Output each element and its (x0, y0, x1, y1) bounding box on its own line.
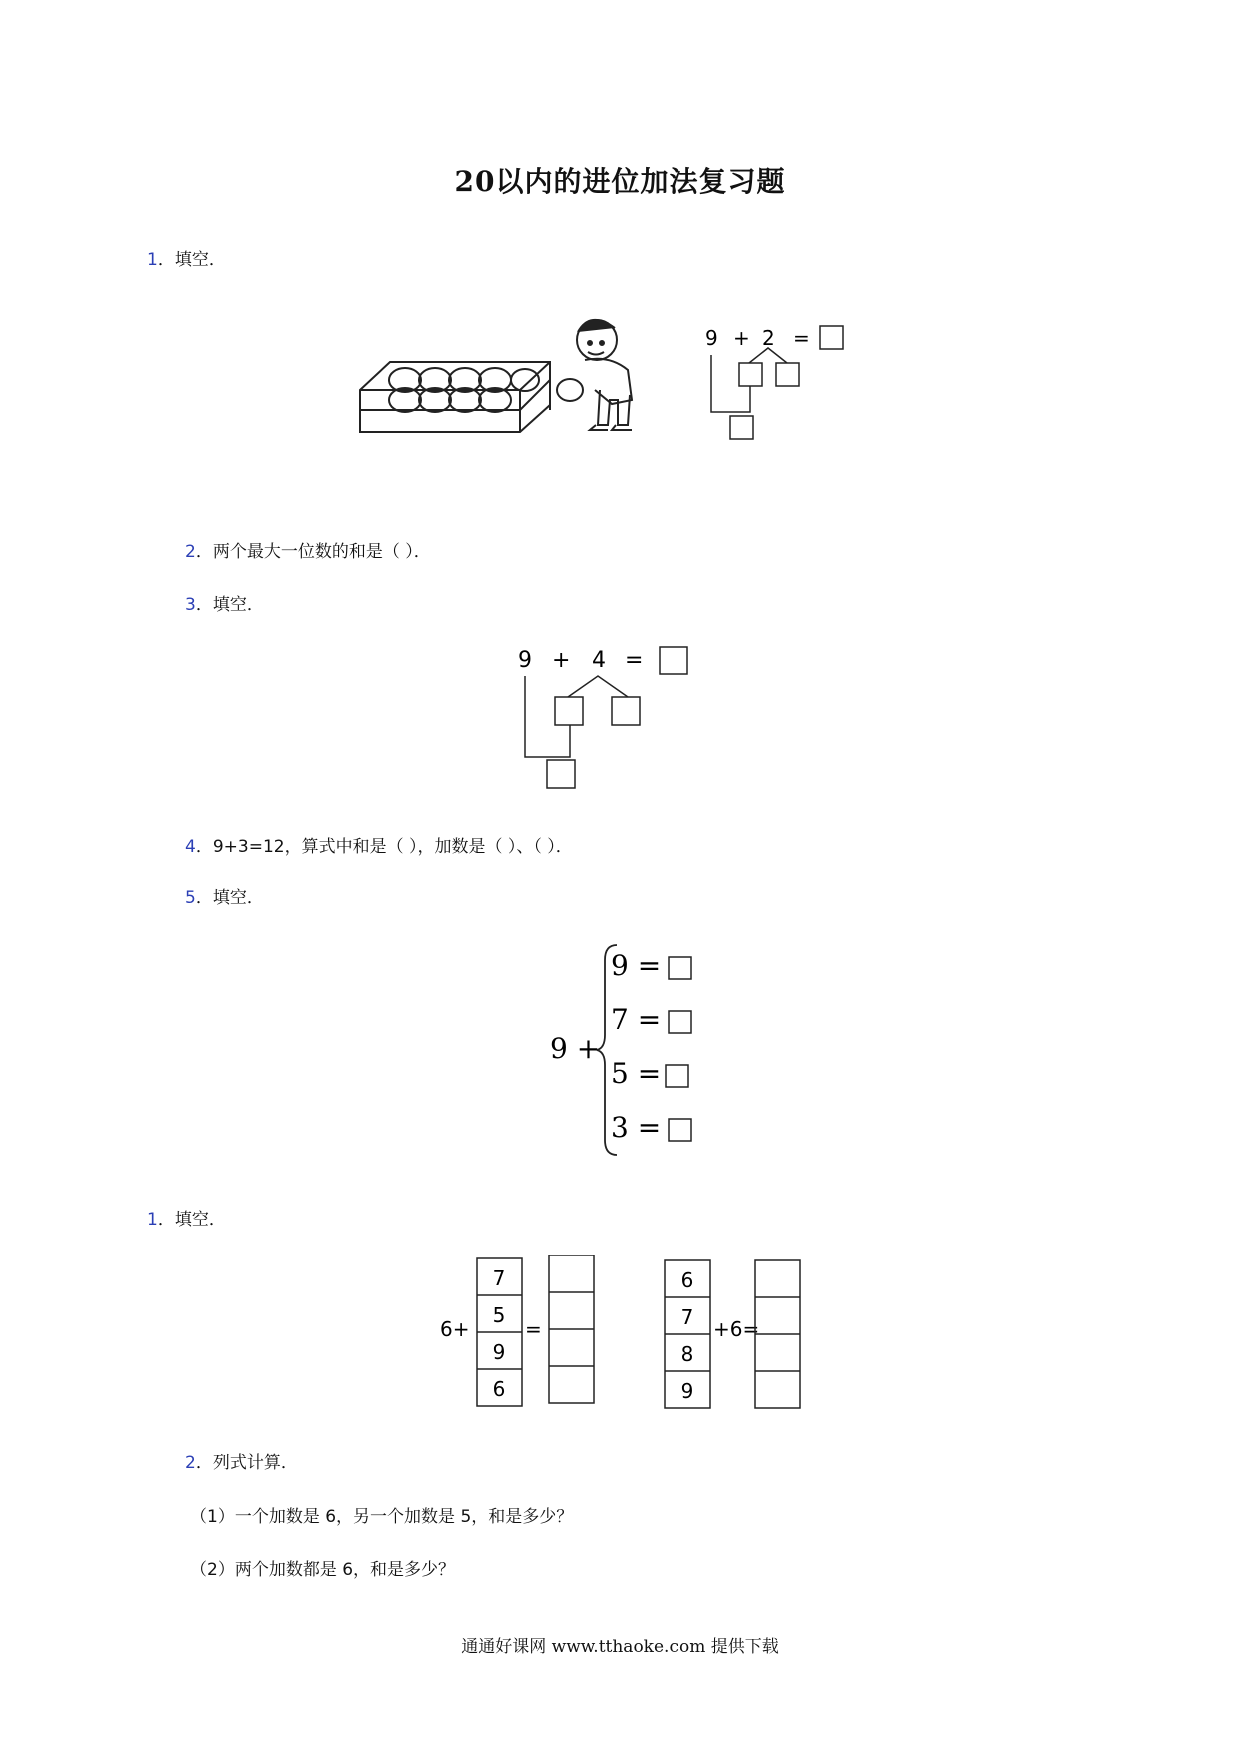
question-number: 1 (147, 1210, 158, 1230)
split-box-right[interactable] (776, 363, 799, 386)
sub-question-2: （2）两个加数都是 6，和是多少？ (190, 1560, 456, 1580)
answer-box[interactable] (669, 1119, 691, 1141)
left-prefix: 6+ (440, 1317, 470, 1341)
left-value-3: 9 (492, 1340, 506, 1364)
left-answer-column[interactable] (549, 1255, 594, 1403)
question-text: ．填空． (195, 888, 264, 908)
left-number-column (477, 1258, 522, 1406)
brace-equations-figure (545, 940, 725, 1160)
section2-question-2 (185, 1448, 298, 1473)
question-2 (185, 537, 431, 562)
addend-b: 2 (762, 326, 775, 350)
right-suffix: +6= (713, 1317, 760, 1341)
left-value-2: 5 (492, 1303, 506, 1327)
equals-sign: = (793, 326, 810, 350)
footer-credit: 通通好课网 www.tthaoke.com 提供下载 (461, 1637, 779, 1657)
question-1 (147, 245, 226, 270)
question-text: ．列式计算． (195, 1453, 298, 1473)
brace-row-1: 9 = (611, 949, 662, 982)
decomposition-diagram-3 (510, 640, 710, 800)
question-text: ．两个最大一位数的和是（ ）． (195, 542, 431, 562)
equals-sign: = (625, 648, 644, 673)
question-text: ．9+3=12，算式中和是（ ），加数是（ ）、（ ）． (195, 837, 573, 857)
question-4 (185, 832, 573, 857)
answer-box[interactable] (660, 647, 687, 674)
ten-box[interactable] (547, 760, 575, 788)
addend-b: 4 (592, 648, 606, 673)
question-number: 1 (147, 250, 158, 270)
question-number: 2 (185, 1453, 196, 1473)
question-text: ．填空． (157, 1210, 226, 1230)
plus-sign: + (733, 326, 750, 350)
sub-question-1: （1）一个加数是 6，另一个加数是 5，和是多少？ (190, 1507, 574, 1527)
ten-box[interactable] (730, 416, 753, 439)
left-value-4: 6 (492, 1377, 506, 1401)
brace-prefix: 9 + (550, 1032, 601, 1065)
brace-row-4: 3 = (611, 1111, 662, 1144)
answer-box[interactable] (820, 326, 843, 349)
right-value-1: 6 (680, 1268, 694, 1292)
question-3 (185, 590, 264, 615)
brace-row-2: 7 = (611, 1003, 662, 1036)
addend-a: 9 (518, 648, 532, 673)
boy-illustration (557, 320, 632, 430)
right-number-column (665, 1260, 710, 1408)
decomposition-diagram-1 (705, 326, 843, 439)
split-box-left[interactable] (739, 363, 762, 386)
egg-box-figure (350, 300, 890, 500)
right-value-4: 9 (680, 1379, 694, 1403)
egg-box-illustration (360, 362, 550, 432)
column-addition-figure (435, 1255, 815, 1415)
question-text: ．填空． (157, 250, 226, 270)
section2-question-1 (147, 1205, 226, 1230)
left-equals: = (525, 1317, 542, 1341)
question-number: 4 (185, 837, 196, 857)
plus-sign: + (552, 648, 571, 673)
answer-box[interactable] (669, 1011, 691, 1033)
right-value-2: 7 (680, 1305, 694, 1329)
question-text: ．填空． (195, 595, 264, 615)
right-value-3: 8 (680, 1342, 694, 1366)
addend-a: 9 (705, 326, 718, 350)
split-box-right[interactable] (612, 697, 640, 725)
question-number: 5 (185, 888, 196, 908)
question-5 (185, 883, 264, 908)
brace-row-3: 5 = (611, 1057, 662, 1090)
page-title: 20以内的进位加法复习题 (454, 165, 786, 198)
answer-box[interactable] (669, 957, 691, 979)
question-number: 3 (185, 595, 196, 615)
question-number: 2 (185, 542, 196, 562)
left-value-1: 7 (492, 1266, 506, 1290)
right-answer-column[interactable] (755, 1260, 800, 1408)
answer-box[interactable] (666, 1065, 688, 1087)
split-box-left[interactable] (555, 697, 583, 725)
